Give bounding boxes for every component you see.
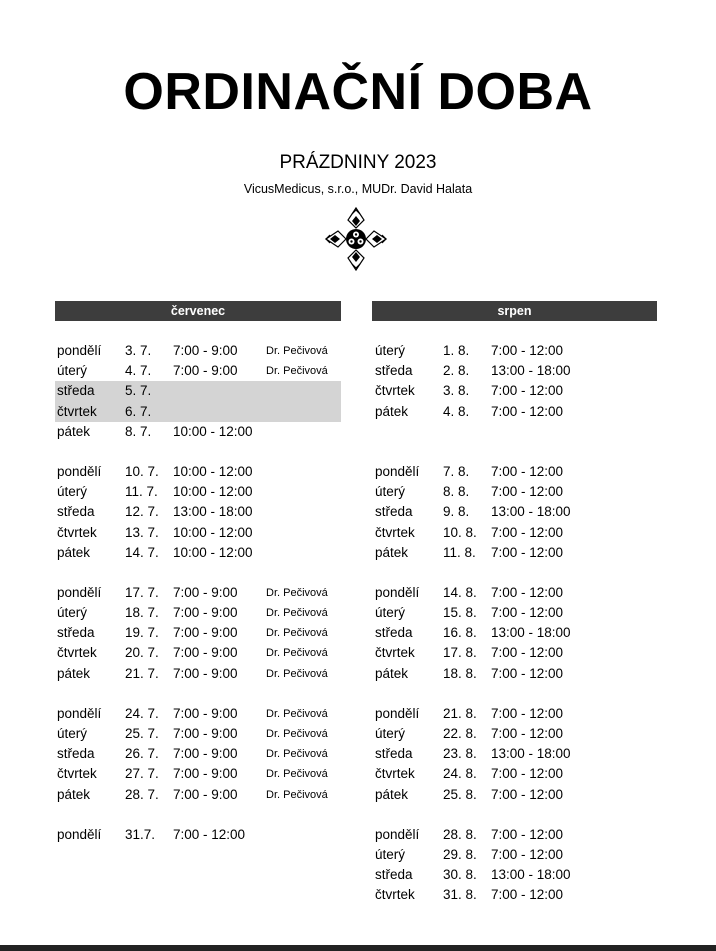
- organization-name: VicusMedicus, s.r.o., MUDr. David Halata: [243, 182, 473, 196]
- schedule-row: [55, 623, 341, 643]
- row-date: 16. 8.: [443, 625, 477, 641]
- row-doctor: Dr. Pečivová: [266, 627, 328, 640]
- row-time: 7:00 - 9:00: [173, 343, 238, 358]
- row-time: 7:00 - 12:00: [491, 726, 564, 741]
- schedule-row: [372, 422, 657, 442]
- row-day: pondělí: [375, 463, 420, 479]
- row-day: úterý: [375, 343, 406, 358]
- row-time: 7:00 - 12:00: [491, 766, 564, 782]
- schedule-row: [55, 643, 341, 663]
- row-day: čtvrtek: [57, 645, 97, 661]
- row-doctor: Dr. Pečivová: [266, 607, 328, 620]
- schedule-row: [55, 724, 341, 744]
- schedule-row: [372, 361, 657, 381]
- row-time: 7:00 - 12:00: [491, 786, 564, 802]
- row-date: 14. 8.: [443, 584, 477, 600]
- row-doctor: Dr. Pečivová: [266, 768, 328, 781]
- row-date: 17. 8.: [443, 645, 477, 661]
- row-date: 18. 8.: [443, 665, 477, 681]
- row-day: středa: [375, 625, 413, 641]
- row-time: 7:00 - 9:00: [173, 645, 238, 661]
- week-group: [372, 462, 657, 563]
- row-time: 10:00 - 12:00: [173, 423, 253, 439]
- row-time: 7:00 - 12:00: [491, 705, 564, 721]
- row-time: 7:00 - 12:00: [491, 343, 564, 358]
- schedule-row: [55, 543, 341, 563]
- row-date: 3. 7.: [125, 343, 152, 358]
- row-time: 7:00 - 9:00: [173, 786, 238, 802]
- schedule-row: [372, 744, 657, 764]
- row-doctor: Dr. Pečivová: [266, 365, 328, 378]
- row-day: pátek: [375, 786, 409, 802]
- row-time: 10:00 - 12:00: [173, 463, 253, 479]
- row-date: 5. 7.: [125, 383, 152, 399]
- row-time: 7:00 - 12:00: [491, 846, 564, 862]
- row-date: 25. 7.: [125, 726, 159, 741]
- schedule-row: [372, 341, 657, 361]
- row-date: 10. 8.: [443, 524, 477, 540]
- row-day: středa: [57, 383, 95, 399]
- column-july: [55, 301, 341, 845]
- schedule-row: [372, 764, 657, 784]
- row-date: 26. 7.: [125, 746, 159, 762]
- row-time: 7:00 - 12:00: [491, 383, 564, 399]
- row-day: středa: [375, 867, 413, 883]
- schedule-row: [372, 785, 657, 805]
- row-time: 13:00 - 18:00: [491, 746, 571, 762]
- schedule-row: [372, 482, 657, 502]
- row-day: pondělí: [57, 584, 102, 600]
- row-day: úterý: [375, 605, 406, 621]
- schedule-row: [55, 361, 341, 381]
- row-day: pátek: [57, 786, 91, 802]
- schedule-row: [55, 583, 341, 603]
- row-doctor: Dr. Pečivová: [266, 707, 328, 720]
- row-doctor: Dr. Pečivová: [266, 788, 328, 801]
- row-time: 7:00 - 12:00: [491, 665, 564, 681]
- row-time: 13:00 - 18:00: [491, 504, 571, 520]
- week-group: [55, 341, 341, 442]
- schedule-row: [55, 764, 341, 784]
- schedule-row: [55, 664, 341, 684]
- row-day: pondělí: [375, 705, 420, 721]
- week-group: [372, 825, 657, 906]
- row-day: středa: [375, 746, 413, 762]
- schedule-row: [372, 502, 657, 522]
- row-date: 11. 8.: [443, 544, 476, 560]
- row-date: 9. 8.: [443, 504, 470, 520]
- row-date: 28. 8.: [443, 826, 477, 842]
- row-day: čtvrtek: [57, 403, 97, 419]
- week-group: [55, 704, 341, 805]
- row-day: úterý: [57, 363, 88, 379]
- row-day: pondělí: [57, 343, 102, 358]
- row-date: 30. 8.: [443, 867, 477, 883]
- row-day: pátek: [375, 665, 409, 681]
- row-day: středa: [57, 625, 95, 641]
- row-time: 7:00 - 9:00: [173, 625, 238, 641]
- row-time: 10:00 - 12:00: [173, 524, 253, 540]
- schedule-row: [55, 462, 341, 482]
- row-time: 10:00 - 12:00: [173, 544, 253, 560]
- row-date: 2. 8.: [443, 363, 470, 379]
- row-day: pátek: [375, 403, 409, 419]
- row-date: 17. 7.: [125, 584, 159, 600]
- row-date: 4. 7.: [125, 363, 152, 379]
- week-group: [372, 704, 657, 805]
- ornamental-cross-logo-icon: [324, 206, 388, 272]
- schedule-row: [372, 724, 657, 744]
- row-day: úterý: [375, 846, 406, 862]
- schedule-row: [55, 502, 341, 522]
- row-date: 11. 7.: [125, 484, 158, 500]
- row-doctor: Dr. Pečivová: [266, 667, 328, 680]
- row-time: 13:00 - 18:00: [491, 363, 571, 379]
- row-time: 7:00 - 12:00: [491, 605, 564, 621]
- row-time: 7:00 - 9:00: [173, 766, 238, 782]
- row-time: 7:00 - 12:00: [491, 403, 564, 419]
- row-time: 7:00 - 12:00: [491, 544, 564, 560]
- row-date: 27. 7.: [125, 766, 159, 782]
- schedule-row: [372, 865, 657, 885]
- schedule-row: [55, 422, 341, 442]
- schedule-row: [372, 704, 657, 724]
- row-date: 24. 7.: [125, 705, 159, 721]
- row-date: 19. 7.: [125, 625, 159, 641]
- row-date: 31. 8.: [443, 887, 477, 903]
- row-time: 7:00 - 9:00: [173, 705, 238, 721]
- schedule-row: [55, 704, 341, 724]
- week-group: [55, 825, 341, 845]
- row-day: čtvrtek: [375, 766, 415, 782]
- week-group: [55, 583, 341, 684]
- row-time: 7:00 - 12:00: [173, 826, 246, 842]
- row-time: 7:00 - 12:00: [491, 826, 564, 842]
- row-doctor: Dr. Pečivová: [266, 345, 328, 357]
- schedule-row: [372, 462, 657, 482]
- schedule-row: [372, 603, 657, 623]
- week-group: [55, 462, 341, 563]
- row-date: 21. 8.: [443, 705, 477, 721]
- schedule-row: [372, 583, 657, 603]
- row-date: 8. 8.: [443, 484, 470, 500]
- row-time: 7:00 - 9:00: [173, 584, 238, 600]
- row-day: čtvrtek: [375, 383, 415, 399]
- month-header-august: srpen: [372, 301, 657, 321]
- row-date: 1. 8.: [443, 343, 470, 358]
- row-day: čtvrtek: [375, 524, 415, 540]
- schedule-row: [55, 523, 341, 543]
- row-day: čtvrtek: [375, 645, 415, 661]
- row-date: 29. 8.: [443, 846, 477, 862]
- row-time: 7:00 - 9:00: [173, 605, 238, 621]
- row-date: 8. 7.: [125, 423, 152, 439]
- row-doctor: Dr. Pečivová: [266, 728, 328, 740]
- row-date: 31.7.: [125, 826, 156, 842]
- row-date: 15. 8.: [443, 605, 477, 621]
- row-day: čtvrtek: [375, 887, 415, 903]
- row-time: 13:00 - 18:00: [173, 504, 253, 520]
- schedule-row: [55, 825, 341, 845]
- schedule-row: [55, 381, 341, 401]
- row-day: úterý: [375, 726, 406, 741]
- row-date: 10. 7.: [125, 463, 159, 479]
- row-date: 23. 8.: [443, 746, 477, 762]
- row-time: 7:00 - 12:00: [491, 463, 564, 479]
- schedule-row: [372, 885, 657, 905]
- row-day: úterý: [375, 484, 406, 500]
- week-group: [372, 341, 657, 442]
- schedule-row: [372, 623, 657, 643]
- row-day: pondělí: [375, 584, 420, 600]
- month-header-july: červenec: [55, 301, 341, 321]
- row-date: 3. 8.: [443, 383, 470, 399]
- row-day: úterý: [57, 726, 88, 741]
- row-date: 28. 7.: [125, 786, 159, 802]
- schedule-row: [372, 402, 657, 422]
- row-time: 7:00 - 9:00: [173, 363, 238, 379]
- row-time: 13:00 - 18:00: [491, 625, 571, 641]
- page-subtitle: PRÁZDNINY 2023: [279, 152, 437, 173]
- row-date: 12. 7.: [125, 504, 159, 520]
- row-date: 21. 7.: [125, 665, 159, 681]
- row-date: 6. 7.: [125, 403, 152, 419]
- row-time: 7:00 - 12:00: [491, 484, 564, 500]
- row-day: pondělí: [57, 463, 102, 479]
- schedule-row: [372, 825, 657, 845]
- row-day: pátek: [375, 544, 409, 560]
- row-date: 14. 7.: [125, 544, 159, 560]
- row-day: středa: [375, 504, 413, 520]
- column-august: [372, 301, 657, 906]
- row-doctor: Dr. Pečivová: [266, 586, 328, 599]
- schedule-row: [372, 381, 657, 401]
- row-day: čtvrtek: [57, 766, 97, 782]
- row-date: 13. 7.: [125, 524, 159, 540]
- row-day: úterý: [57, 484, 88, 500]
- row-date: 4. 8.: [443, 403, 470, 419]
- row-time: 10:00 - 12:00: [173, 484, 253, 500]
- schedule-row: [55, 482, 341, 502]
- row-date: 18. 7.: [125, 605, 159, 621]
- row-doctor: Dr. Pečivová: [266, 647, 328, 660]
- row-time: 7:00 - 9:00: [173, 665, 238, 681]
- schedule-row: [55, 744, 341, 764]
- row-date: 24. 8.: [443, 766, 477, 782]
- schedule-row: [372, 845, 657, 865]
- row-time: 7:00 - 12:00: [491, 645, 564, 661]
- schedule-row: [55, 603, 341, 623]
- schedule-row: [372, 543, 657, 563]
- row-day: pondělí: [57, 826, 102, 842]
- row-time: 7:00 - 9:00: [173, 726, 238, 741]
- row-date: 7. 8.: [443, 463, 470, 479]
- row-time: 7:00 - 9:00: [173, 746, 238, 762]
- row-doctor: Dr. Pečivová: [266, 748, 328, 761]
- row-date: 22. 8.: [443, 726, 477, 741]
- schedule-row: [55, 341, 341, 361]
- row-date: 25. 8.: [443, 786, 477, 802]
- row-day: pondělí: [57, 705, 102, 721]
- row-day: středa: [375, 363, 413, 379]
- week-group: [372, 583, 657, 684]
- schedule-row: [55, 402, 341, 422]
- row-day: úterý: [57, 605, 88, 621]
- schedule-july: [55, 341, 341, 845]
- row-day: pátek: [57, 423, 91, 439]
- row-date: 20. 7.: [125, 645, 159, 661]
- row-day: pátek: [57, 544, 91, 560]
- bottom-edge: [0, 945, 716, 951]
- row-time: 7:00 - 12:00: [491, 524, 564, 540]
- schedule-row: [372, 523, 657, 543]
- row-day: pátek: [57, 665, 91, 681]
- row-day: středa: [57, 746, 95, 762]
- schedule-august: [372, 341, 657, 906]
- row-time: 7:00 - 12:00: [491, 584, 564, 600]
- page-title: ORDINAČNÍ DOBA: [123, 63, 593, 121]
- row-time: 7:00 - 12:00: [491, 887, 564, 903]
- row-day: středa: [57, 504, 95, 520]
- schedule-row: [55, 785, 341, 805]
- row-time: 13:00 - 18:00: [491, 867, 571, 883]
- row-day: čtvrtek: [57, 524, 97, 540]
- schedule-row: [372, 664, 657, 684]
- row-day: pondělí: [375, 826, 420, 842]
- schedule-row: [372, 643, 657, 663]
